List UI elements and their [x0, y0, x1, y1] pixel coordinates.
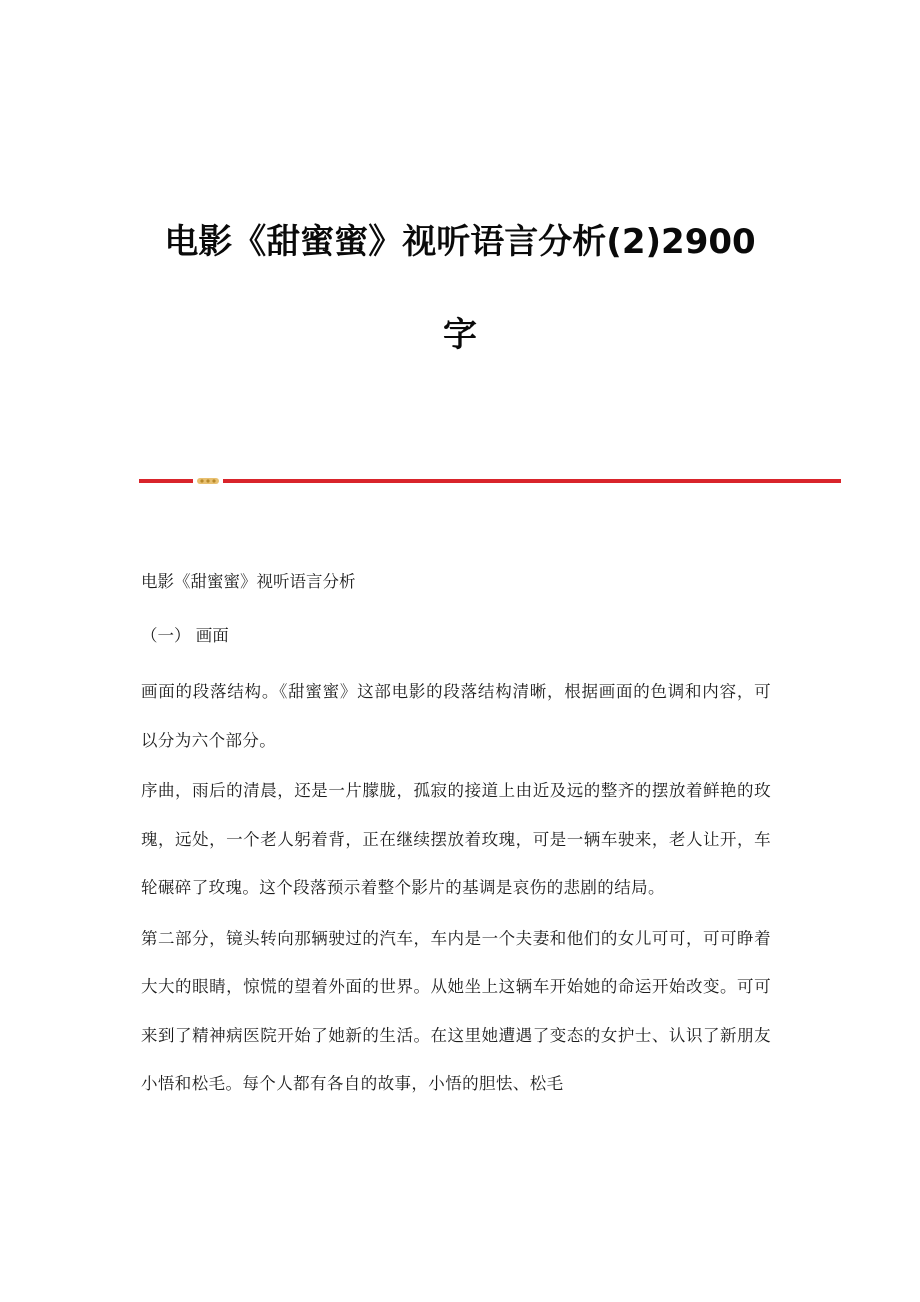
title-divider — [139, 477, 841, 485]
article-heading: 电影《甜蜜蜜》视听语言分析 — [141, 572, 356, 591]
divider-left-bar — [139, 479, 193, 483]
document-body — [141, 566, 771, 1111]
document-title-continuation: 字 — [443, 315, 477, 355]
divider-ornament-icon — [197, 477, 219, 485]
paragraph: 画面的段落结构。《甜蜜蜜》这部电影的段落结构清晰，根据画面的色调和内容，可以分为六个部分。 — [141, 682, 771, 750]
document-title: 电影《甜蜜蜜》视听语言分析(2)2900 — [164, 222, 756, 262]
divider-right-bar — [223, 479, 841, 483]
section-label: （一） 画面 — [141, 626, 229, 645]
paragraph: 序曲，雨后的清晨，还是一片朦胧，孤寂的接道上由近及远的整齐的摆放着鲜艳的玫瑰，远处，一个老人躬着背，正在继续摆放着玫瑰，可是一辆车驶来，老人让开，车轮碾碎了玫瑰。这个段落预示着整个影片的基调是哀伤的悲剧的结局。 — [141, 781, 771, 897]
paragraph: 第二部分，镜头转向那辆驶过的汽车，车内是一个夫妻和他们的女儿可可，可可睁着大大的眼睛，惊慌的望着外面的世界。从她坐上这辆车开始她的命运开始改变。可可来到了精神病医院开始了她新的生活。在这里她遭遇了变态的女护士、认识了新朋友小悟和松毛。每个人都有各自的故事，小悟的胆怯、松毛 — [141, 928, 771, 1093]
